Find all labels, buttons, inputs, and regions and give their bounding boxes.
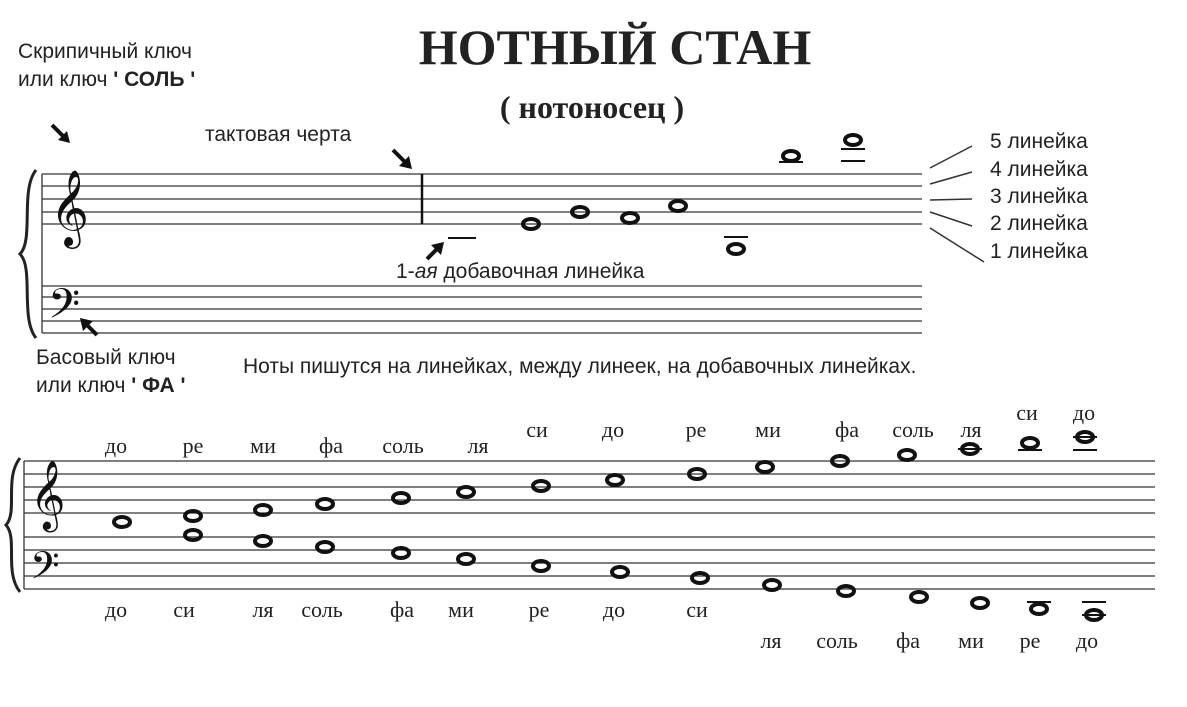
page-title: НОТНЫЙ СТАН bbox=[418, 19, 812, 75]
note-head bbox=[533, 561, 549, 571]
bass-note-name: си bbox=[173, 597, 195, 622]
top-example-notes bbox=[523, 135, 865, 254]
treble-note-name: соль bbox=[892, 417, 934, 442]
bass-note-name: до bbox=[104, 597, 128, 622]
note-head bbox=[185, 511, 201, 521]
bottom-treble-clef-icon: 𝄞 bbox=[30, 460, 66, 530]
note-head bbox=[622, 213, 638, 223]
top-bass-clef-icon: 𝄢 bbox=[48, 280, 81, 338]
treble-note-name: до bbox=[1072, 400, 1096, 425]
treble-note-name: ля bbox=[467, 433, 489, 458]
note-head bbox=[728, 244, 744, 254]
bass-note-name: ре bbox=[528, 597, 550, 622]
note-head bbox=[255, 505, 271, 515]
note-head bbox=[911, 592, 927, 602]
note-head bbox=[607, 475, 623, 485]
bottom-notes bbox=[114, 432, 1106, 620]
note-head bbox=[393, 548, 409, 558]
treble-note-name: ре bbox=[182, 433, 204, 458]
note-head bbox=[972, 598, 988, 608]
note-head bbox=[317, 499, 333, 509]
bottom-bass-staff bbox=[24, 537, 1155, 589]
treble-note-name: си bbox=[1016, 400, 1038, 425]
bass-clef-label-name: ' ФА ' bbox=[131, 374, 186, 397]
caption: Ноты пишутся на линейках, между линеек, на добавочных линейках. bbox=[243, 355, 917, 378]
note-head bbox=[533, 481, 549, 491]
bottom-treble-staff bbox=[24, 461, 1155, 513]
treble-note-name: до bbox=[601, 417, 625, 442]
treble-note-name: ми bbox=[250, 433, 276, 458]
treble-clef-arrow-icon bbox=[52, 125, 70, 143]
bass-note-name: ми bbox=[448, 597, 474, 622]
top-bass-staff bbox=[42, 286, 922, 333]
bass-note-name: фа bbox=[895, 628, 921, 653]
note-head bbox=[185, 530, 201, 540]
note-head bbox=[393, 493, 409, 503]
bass-note-name: до bbox=[1075, 628, 1099, 653]
bass-note-names bbox=[105, 597, 1098, 653]
line-label-2: 2 линейка bbox=[990, 212, 1088, 235]
note-head bbox=[838, 586, 854, 596]
note-head bbox=[783, 151, 799, 161]
note-head bbox=[845, 135, 861, 145]
bottom-system-brace bbox=[6, 458, 20, 592]
treble-note-name: соль bbox=[382, 433, 424, 458]
ledger-arrow-icon bbox=[427, 242, 444, 259]
treble-note-name: си bbox=[526, 417, 548, 442]
treble-note-name: фа bbox=[318, 433, 344, 458]
line-label-3: 3 линейка bbox=[990, 185, 1088, 208]
note-head bbox=[612, 567, 628, 577]
bass-note-name: ре bbox=[1019, 628, 1041, 653]
treble-clef-label-prefix: или ключ bbox=[18, 68, 114, 91]
treble-note-name: ля bbox=[960, 417, 982, 442]
bass-note-name: фа bbox=[389, 597, 415, 622]
bass-note-name: ми bbox=[958, 628, 984, 653]
line-label-1: 1 линейка bbox=[990, 240, 1088, 263]
note-head bbox=[764, 580, 780, 590]
line-label-4: 4 линейка bbox=[990, 158, 1088, 181]
note-head bbox=[458, 554, 474, 564]
bottom-bass-clef-icon: 𝄢 bbox=[30, 543, 60, 597]
ledger-label bbox=[396, 260, 645, 283]
line-label-5: 5 линейка bbox=[990, 130, 1088, 153]
note-head bbox=[1031, 604, 1047, 614]
bass-note-name: соль bbox=[301, 597, 343, 622]
treble-clef-label-name: ' СОЛЬ ' bbox=[113, 68, 196, 91]
treble-note-name: фа bbox=[834, 417, 860, 442]
note-head bbox=[692, 573, 708, 583]
page-subtitle: ( нотоносец ) bbox=[499, 89, 685, 125]
treble-clef-label-line1: Скрипичный ключ bbox=[18, 40, 192, 63]
treble-note-name: ре bbox=[685, 417, 707, 442]
bass-note-name: ля bbox=[252, 597, 274, 622]
note-head bbox=[114, 517, 130, 527]
top-system-brace bbox=[20, 170, 36, 338]
bass-note-name: си bbox=[686, 597, 708, 622]
top-treble-staff bbox=[42, 174, 922, 224]
ledger-label-ending: ая bbox=[414, 260, 438, 283]
line-label-pointers bbox=[930, 146, 984, 262]
treble-note-names bbox=[105, 400, 1095, 458]
treble-clef-label-line2 bbox=[18, 68, 195, 91]
bass-clef-label-line1: Басовый ключ bbox=[36, 346, 176, 369]
bass-clef-label-prefix: или ключ bbox=[36, 374, 132, 397]
note-head bbox=[757, 462, 773, 472]
bass-note-name: ля bbox=[760, 628, 782, 653]
note-head bbox=[1022, 438, 1038, 448]
bass-note-name: соль bbox=[816, 628, 858, 653]
ledger-label-number: 1- bbox=[396, 260, 415, 283]
note-head bbox=[458, 487, 474, 497]
barline-label: тактовая черта bbox=[205, 123, 352, 146]
treble-note-name: до bbox=[104, 433, 128, 458]
note-head bbox=[317, 542, 333, 552]
treble-note-name: ми bbox=[755, 417, 781, 442]
note-head bbox=[670, 201, 686, 211]
note-head bbox=[255, 536, 271, 546]
bass-note-name: до bbox=[602, 597, 626, 622]
note-head bbox=[899, 450, 915, 460]
top-treble-clef-icon: 𝄞 bbox=[50, 169, 90, 246]
bass-clef-label-line2 bbox=[36, 374, 186, 397]
barline-arrow-icon bbox=[393, 150, 412, 169]
ledger-label-rest: добавочная линейка bbox=[437, 260, 645, 283]
